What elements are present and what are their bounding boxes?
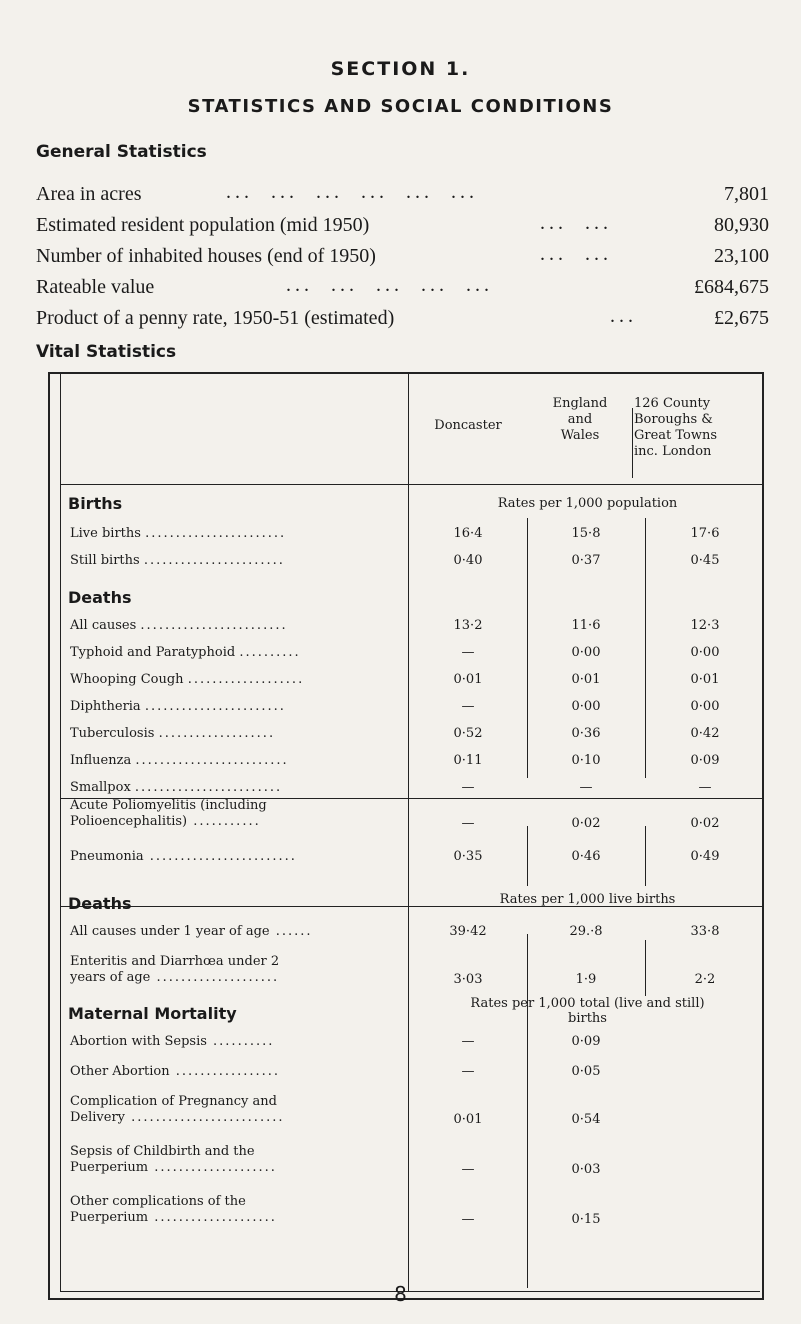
- general-row: [36, 276, 769, 306]
- general-row-label: Area in acres: [36, 183, 142, 205]
- general-row-value: 23,100: [714, 245, 769, 267]
- general-row: [36, 214, 769, 244]
- england-wales-value: 0·02: [571, 816, 601, 831]
- general-row-value: 7,801: [724, 183, 769, 205]
- leader-dots: .................: [169, 1064, 281, 1079]
- leader-dots: ...........: [187, 814, 261, 829]
- general-row-label: Rateable value: [36, 276, 155, 298]
- maternal-mortality-heading: Maternal Mortality: [68, 1004, 237, 1023]
- england-wales-value: 0·37: [571, 553, 601, 568]
- column-header-england-wales: England and Wales: [552, 396, 608, 443]
- england-wales-value: 0·15: [571, 1212, 601, 1227]
- general-row-value: £684,675: [694, 276, 769, 298]
- england-wales-value: 1·9: [575, 972, 597, 987]
- leader-dots: ....................: [148, 1210, 277, 1225]
- doncaster-value: 0·01: [453, 672, 483, 687]
- county-boroughs-value: 0·00: [690, 699, 720, 714]
- row-label-text: Acute Poliomyelitis (including: [70, 798, 267, 813]
- doncaster-value: —: [461, 645, 475, 660]
- births-rates-label: Rates per 1,000 population: [497, 496, 678, 511]
- leader-dots: .........................: [135, 753, 289, 768]
- page-title: STATISTICS AND SOCIAL CONDITIONS: [187, 96, 614, 117]
- row-label-text: Diphtheria: [70, 699, 141, 714]
- leader-dots: .......................: [144, 699, 286, 714]
- column-header-county-boroughs: 126 County Boroughs & Great Towns inc. London: [634, 396, 718, 459]
- row-label-text-continued-value: years of age: [70, 970, 151, 985]
- leader-dots: ....................: [150, 970, 280, 985]
- leader-dots: ...................: [158, 726, 276, 741]
- general-row: [36, 245, 769, 275]
- doncaster-value: 0·11: [453, 753, 483, 768]
- row-label-text: Pneumonia: [70, 849, 144, 864]
- column-header-doncaster: Doncaster: [434, 418, 502, 433]
- row-label-text: Complication of Pregnancy and: [70, 1094, 277, 1109]
- row-label-text: Tuberculosis: [70, 726, 155, 741]
- leader-dots: ........................: [140, 618, 288, 633]
- doncaster-value: 0·52: [453, 726, 483, 741]
- row-label-text: Typhoid and Paratyphoid: [70, 645, 236, 660]
- general-row-label: Product of a penny rate, 1950-51 (estimated): [36, 307, 395, 329]
- doncaster-value: 0·01: [453, 1112, 483, 1127]
- row-label-text: Other Abortion: [70, 1064, 170, 1079]
- england-wales-value: 0·00: [571, 645, 601, 660]
- leader-dots: ......: [269, 924, 313, 939]
- leader-dots: ... ...: [540, 243, 612, 265]
- infant-deaths-rates-label: Rates per 1,000 live births: [499, 892, 676, 907]
- page-number: 8: [394, 1282, 407, 1306]
- row-label-text: Sepsis of Childbirth and the: [70, 1144, 255, 1159]
- england-wales-value: 0·05: [571, 1064, 601, 1079]
- doncaster-value: 16·4: [453, 526, 483, 541]
- england-wales-value: 0·46: [571, 849, 601, 864]
- row-label-text-continued-value: Puerperium: [70, 1160, 149, 1175]
- section-heading: SECTION 1.: [330, 58, 471, 80]
- general-row: [36, 307, 769, 337]
- maternal-rates-label: Rates per 1,000 total (live and still): [470, 996, 705, 1011]
- infant-deaths-heading: Deaths: [68, 894, 132, 913]
- doncaster-value: —: [461, 1162, 475, 1177]
- england-wales-value: 29.·8: [569, 924, 603, 939]
- england-wales-value: 0·10: [571, 753, 601, 768]
- row-label-text: Influenza: [70, 753, 132, 768]
- row-label-text: Whooping Cough: [70, 672, 184, 687]
- vital-statistics-table-continued: [48, 372, 764, 1302]
- doncaster-value: —: [461, 1212, 475, 1227]
- general-row-value: £2,675: [714, 307, 769, 329]
- leader-dots: ....................: [148, 1160, 277, 1175]
- county-boroughs-value: 0·02: [690, 816, 720, 831]
- row-label-text: Smallpox: [70, 780, 131, 795]
- general-row-value: 80,930: [714, 214, 769, 236]
- england-wales-value: 15·8: [571, 526, 601, 541]
- england-wales-value: 0·01: [571, 672, 601, 687]
- doncaster-value: 0·40: [453, 553, 483, 568]
- leader-dots: ..........: [239, 645, 301, 660]
- county-boroughs-value: 0·42: [690, 726, 720, 741]
- row-label-text: Enteritis and Diarrhœa under 2: [70, 954, 280, 969]
- county-boroughs-value: 0·09: [690, 753, 720, 768]
- row-label-text-continued-value: Polioencephalitis): [70, 814, 188, 829]
- doncaster-value: 0·35: [453, 849, 483, 864]
- leader-dots: .........................: [125, 1110, 285, 1125]
- leader-dots: ........................: [143, 849, 297, 864]
- england-wales-value: 0·54: [571, 1112, 601, 1127]
- leader-dots: ...................: [187, 672, 305, 687]
- doncaster-value: —: [461, 1064, 475, 1079]
- maternal-rates-label-line2: births: [568, 1011, 607, 1026]
- england-wales-value: 0·09: [571, 1034, 601, 1049]
- doncaster-value: —: [461, 1034, 475, 1049]
- row-label-text: Abortion with Sepsis: [70, 1034, 207, 1049]
- england-wales-value: —: [579, 780, 593, 795]
- doncaster-value: —: [461, 699, 475, 714]
- leader-dots: ........................: [134, 780, 283, 795]
- county-boroughs-value: 0·45: [690, 553, 720, 568]
- county-boroughs-value: 12·3: [690, 618, 720, 633]
- leader-dots: ... ...: [540, 212, 612, 234]
- row-label-text: Other complications of the: [70, 1194, 246, 1209]
- births-heading: Births: [68, 494, 123, 513]
- england-wales-value: 0·03: [571, 1162, 601, 1177]
- row-label-text-continued-value: Delivery: [70, 1110, 126, 1125]
- county-boroughs-value: 0·00: [690, 645, 720, 660]
- row-label-text: All causes under 1 year of age: [70, 924, 270, 939]
- row-label-text: Still births: [70, 553, 140, 568]
- doncaster-value: 3·03: [453, 972, 483, 987]
- leader-dots: ... ... ... ... ... ...: [226, 181, 478, 203]
- england-wales-value: 0·00: [571, 699, 601, 714]
- doncaster-value: 39·42: [449, 924, 487, 939]
- county-boroughs-value: 33·8: [690, 924, 720, 939]
- doncaster-value: 13·2: [453, 618, 483, 633]
- county-boroughs-value: 17·6: [690, 526, 720, 541]
- general-statistics-heading: General Statistics: [36, 142, 207, 162]
- deaths-heading: Deaths: [68, 588, 132, 607]
- county-boroughs-value: —: [698, 780, 712, 795]
- doncaster-value: —: [461, 816, 475, 831]
- leader-dots: ...: [610, 305, 637, 327]
- england-wales-value: 0·36: [571, 726, 601, 741]
- row-label-text-continued-value: Puerperium: [70, 1210, 149, 1225]
- vital-statistics-heading: Vital Statistics: [36, 342, 177, 362]
- county-boroughs-value: 0·49: [690, 849, 720, 864]
- leader-dots: .......................: [143, 553, 285, 568]
- leader-dots: .......................: [145, 526, 287, 541]
- leader-dots: ... ... ... ... ...: [286, 274, 493, 296]
- row-label-text: Live births: [70, 526, 141, 541]
- leader-dots: ..........: [206, 1034, 275, 1049]
- general-row-label: Estimated resident population (mid 1950): [36, 214, 370, 236]
- general-row-label: Number of inhabited houses (end of 1950): [36, 245, 376, 267]
- general-row: [36, 183, 769, 213]
- row-label-text: All causes: [70, 618, 137, 633]
- england-wales-value: 11·6: [571, 618, 601, 633]
- county-boroughs-value: 2·2: [694, 972, 716, 987]
- doncaster-value: —: [461, 780, 475, 795]
- county-boroughs-value: 0·01: [690, 672, 720, 687]
